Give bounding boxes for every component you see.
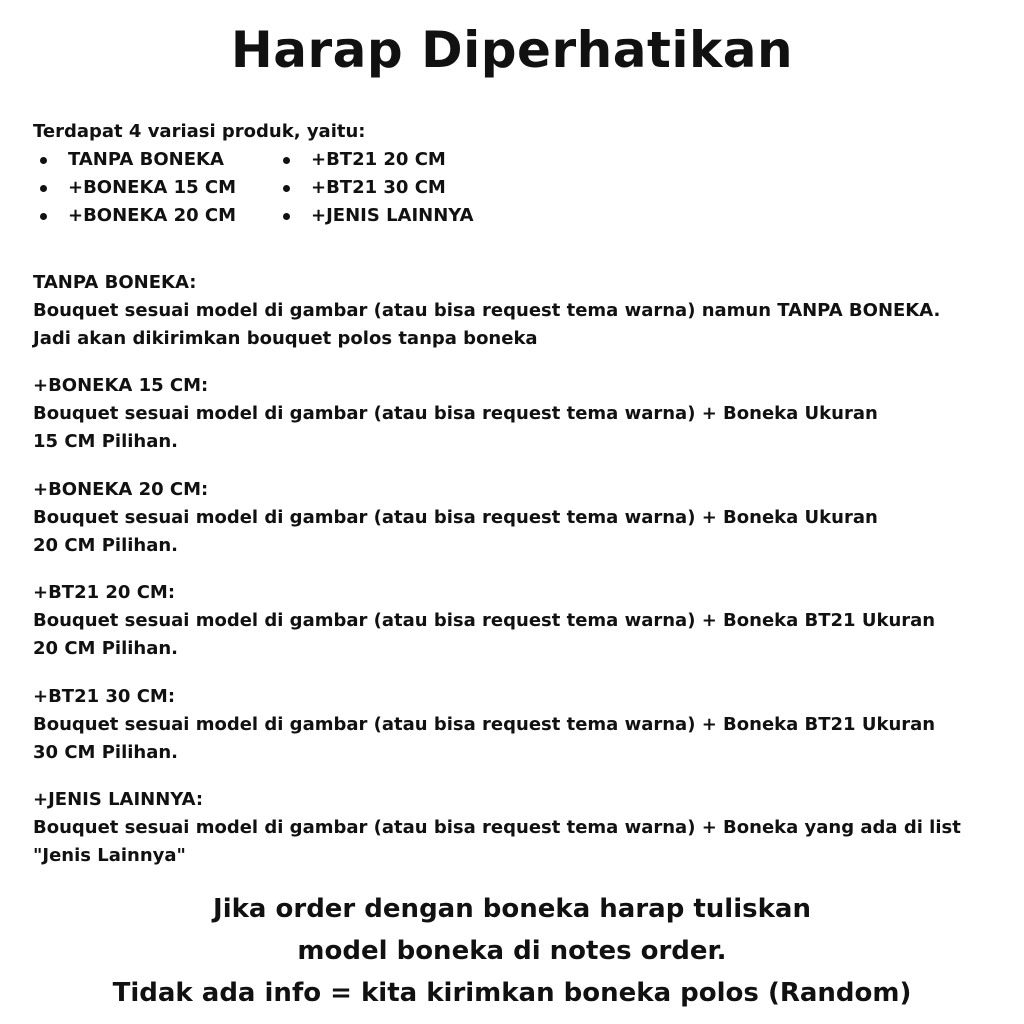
footer-line: Jika order dengan boneka harap tuliskan bbox=[213, 894, 811, 924]
variant-heading: +BONEKA 20 CM: bbox=[33, 479, 209, 500]
variant-section-jenis-lainnya bbox=[33, 786, 993, 870]
variant-heading: +BONEKA 15 CM: bbox=[33, 375, 209, 396]
variant-heading: TANPA BONEKA: bbox=[33, 272, 197, 293]
variant-description: Bouquet sesuai model di gambar (atau bisa request tema warna) namun TANPA BONEKA. bbox=[33, 300, 941, 321]
variant-description: Jadi akan dikirimkan bouquet polos tanpa boneka bbox=[33, 328, 538, 349]
variant-description: Bouquet sesuai model di gambar (atau bisa request tema warna) + Boneka Ukuran bbox=[33, 403, 878, 424]
page-title: Harap Diperhatikan bbox=[230, 21, 794, 79]
variant-description: Bouquet sesuai model di gambar (atau bisa request tema warna) + Boneka BT21 Ukuran bbox=[33, 610, 936, 631]
variant-heading: +BT21 20 CM: bbox=[33, 582, 176, 603]
footer-line: model boneka di notes order. bbox=[297, 936, 727, 966]
variant-heading: +JENIS LAINNYA: bbox=[33, 789, 204, 810]
variant-description: 30 CM Pilihan. bbox=[33, 742, 179, 763]
variant-description: 20 CM Pilihan. bbox=[33, 535, 179, 556]
variant-description: "Jenis Lainnya" bbox=[33, 845, 186, 866]
variant-description: Bouquet sesuai model di gambar (atau bisa request tema warna) + Boneka BT21 Ukuran bbox=[33, 714, 936, 735]
bullet-item: +BT21 30 CM bbox=[276, 174, 474, 202]
bullet-item: +BONEKA 15 CM bbox=[33, 174, 276, 202]
variant-bullet-list bbox=[33, 146, 633, 230]
variant-description: Bouquet sesuai model di gambar (atau bisa request tema warna) + Boneka Ukuran bbox=[33, 507, 878, 528]
variant-section-boneka-15 bbox=[33, 372, 993, 456]
bullet-column-left bbox=[33, 146, 276, 230]
variant-description: 20 CM Pilihan. bbox=[33, 638, 179, 659]
order-note-footer bbox=[0, 888, 1024, 1014]
footer-line: Tidak ada info = kita kirimkan boneka polos (Random) bbox=[112, 978, 912, 1008]
variant-description: 15 CM Pilihan. bbox=[33, 431, 179, 452]
variant-section-tanpa-boneka bbox=[33, 269, 993, 353]
variant-heading: +BT21 30 CM: bbox=[33, 686, 176, 707]
bullet-column-right bbox=[276, 146, 474, 230]
variant-section-boneka-20 bbox=[33, 476, 993, 560]
bullet-item: +BONEKA 20 CM bbox=[33, 202, 276, 230]
variant-section-bt21-30 bbox=[33, 683, 993, 767]
variant-section-bt21-20 bbox=[33, 579, 993, 663]
bullet-item: +BT21 20 CM bbox=[276, 146, 474, 174]
bullet-item: TANPA BONEKA bbox=[33, 146, 276, 174]
intro-text: Terdapat 4 variasi produk, yaitu: bbox=[33, 121, 366, 142]
bullet-item: +JENIS LAINNYA bbox=[276, 202, 474, 230]
variant-description: Bouquet sesuai model di gambar (atau bisa request tema warna) + Boneka yang ada di list bbox=[33, 817, 961, 838]
